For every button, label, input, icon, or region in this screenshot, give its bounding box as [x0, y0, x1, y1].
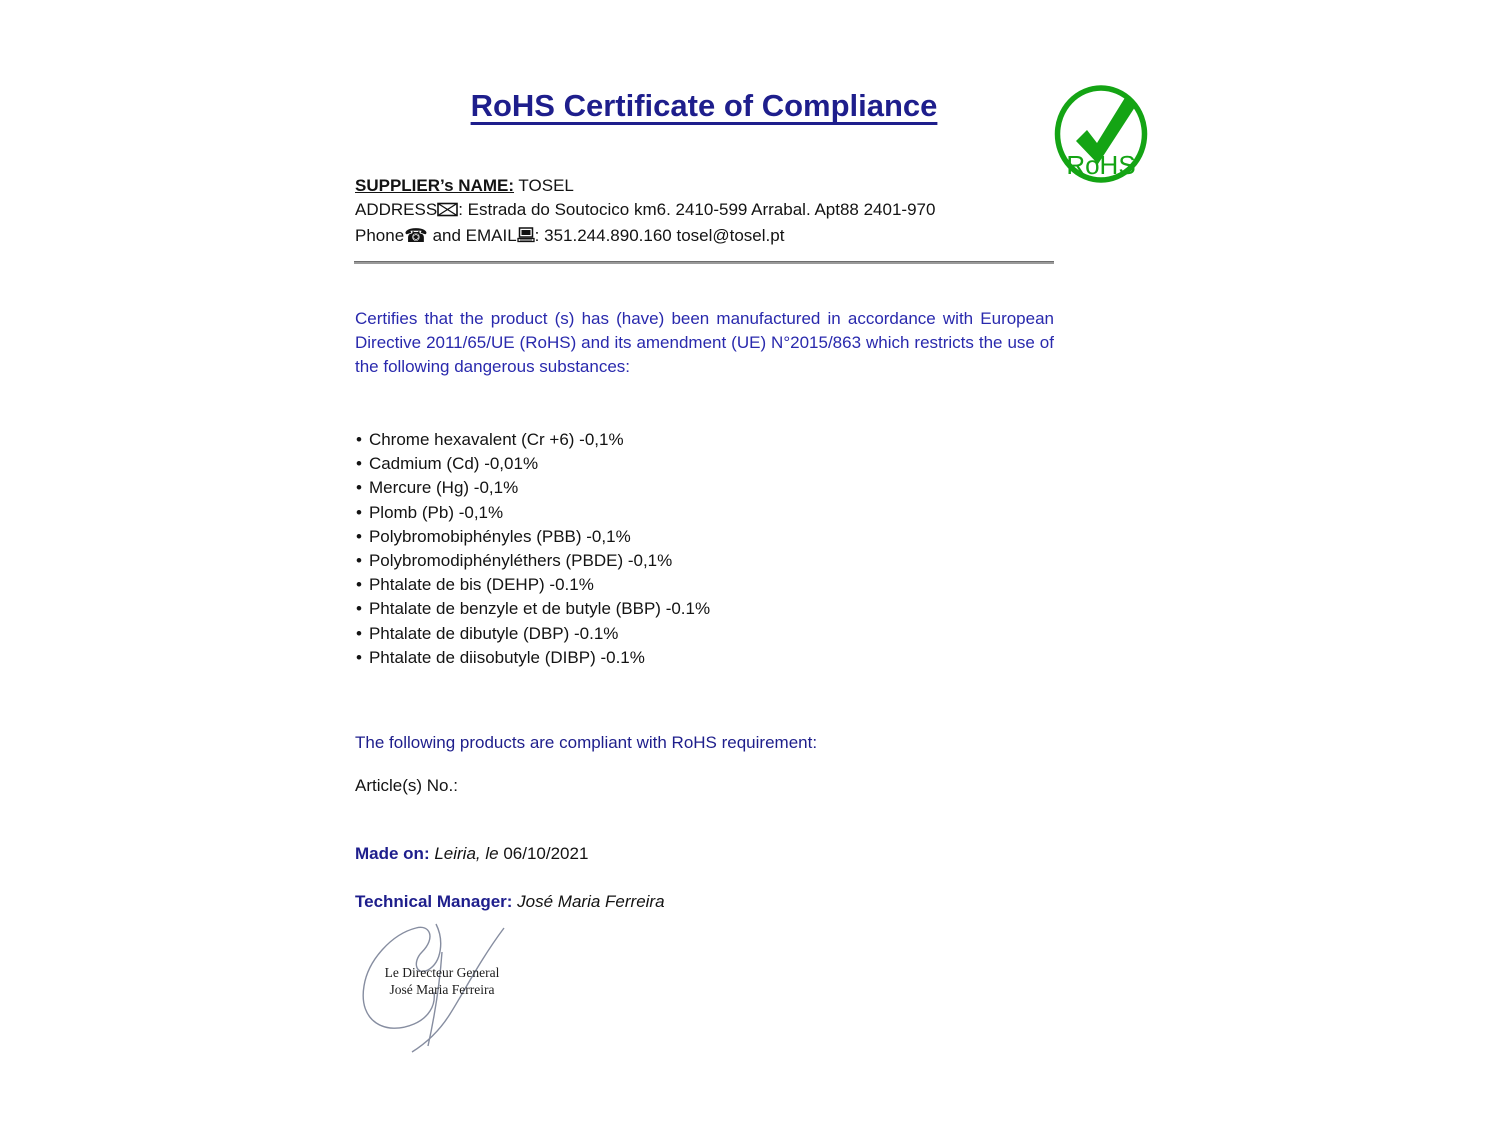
technical-manager-line	[355, 892, 665, 912]
substance-text: Chrome hexavalent (Cr +6) -0,1%	[368, 430, 624, 449]
technical-manager-name: José Maria Ferreira	[512, 892, 665, 911]
page-title: RoHS Certificate of Compliance	[470, 88, 938, 123]
substance-text: Polybromobiphényles (PBB) -0,1%	[368, 526, 631, 546]
bullet-icon: •	[356, 551, 362, 571]
substance-text: Phtalate de bis (DEHP) -0.1%	[368, 575, 594, 595]
substances-list	[356, 428, 710, 670]
made-on-label: Made on:	[355, 844, 430, 863]
certification-paragraph: Certifies that the product (s) has (have) been manufactured in accordance with European Directive 2011/65/UE (RoHS) and its amendment (UE) N°2015/863 which restricts the use of the following dangerous substances:	[355, 309, 1054, 376]
bullet-icon: •	[356, 526, 362, 546]
made-on-place: Leiria, le	[429, 844, 499, 863]
rohs-logo	[1053, 84, 1149, 184]
address-value: : Estrada do Soutocico km6. 2410-599 Arrabal. Apt88 2401-970	[458, 200, 936, 219]
signature-title: Le Directeur General	[384, 965, 500, 980]
made-on-line	[355, 844, 588, 864]
bullet-icon: •	[356, 623, 362, 643]
substance-item	[356, 622, 710, 646]
substance-item	[356, 597, 710, 621]
rohs-check-icon	[1053, 84, 1149, 184]
technical-manager-label: Technical Manager:	[355, 892, 513, 911]
envelope-icon	[437, 200, 458, 224]
substance-text: Polybromodiphényléthers (PBDE) -0,1%	[368, 551, 673, 571]
supplier-contact-line	[355, 224, 935, 250]
made-on-date: 06/10/2021	[498, 844, 589, 863]
substance-text: Phtalate de benzyle et de butyle (BBP) -0.1%	[368, 599, 711, 619]
substance-item	[356, 549, 710, 573]
substance-text: Cadmium (Cd) -0,01%	[368, 454, 539, 474]
article-number-label: Article(s) No.:	[355, 776, 458, 795]
substance-item	[356, 646, 710, 670]
bullet-icon: •	[356, 430, 362, 449]
bullet-icon: •	[356, 502, 362, 522]
address-label: ADDRESS	[355, 200, 438, 219]
rohs-logo-label: RoHS	[1066, 150, 1136, 180]
substance-item	[356, 452, 710, 476]
email-label: and EMAIL	[427, 226, 517, 245]
bullet-icon: •	[356, 575, 362, 595]
supplier-block	[355, 174, 935, 250]
phone-icon: ☎	[404, 226, 428, 247]
substance-text: Plomb (Pb) -0,1%	[368, 502, 504, 522]
substance-text: Phtalate de dibutyle (DBP) -0.1%	[368, 623, 619, 643]
supplier-name-label: SUPPLIER’s NAME:	[355, 176, 515, 195]
supplier-name-line	[355, 174, 935, 198]
phone-label: Phone	[355, 226, 405, 245]
bullet-icon: •	[356, 647, 362, 667]
signature-name: José Maria Ferreira	[389, 982, 495, 997]
signature-block	[352, 918, 527, 1058]
substance-item	[356, 428, 710, 452]
bullet-icon: •	[356, 454, 362, 474]
bullet-icon: •	[356, 478, 362, 498]
page-title-wrap	[355, 88, 1053, 124]
bullet-icon: •	[356, 599, 362, 619]
divider-rule	[354, 261, 1054, 264]
substance-item	[356, 573, 710, 597]
compliance-statement: The following products are compliant with RoHS requirement:	[355, 733, 818, 752]
substance-text: Mercure (Hg) -0,1%	[368, 478, 519, 498]
supplier-address-line	[355, 198, 935, 224]
substance-item	[356, 501, 710, 525]
contact-value: : 351.244.890.160 tosel@tosel.pt	[534, 226, 785, 245]
substance-item	[356, 476, 710, 500]
supplier-name-value: TOSEL	[514, 176, 574, 195]
signature-text	[367, 964, 517, 998]
substance-text: Phtalate de diisobutyle (DIBP) -0.1%	[368, 647, 645, 667]
substance-item	[356, 525, 710, 549]
computer-icon	[517, 226, 535, 250]
